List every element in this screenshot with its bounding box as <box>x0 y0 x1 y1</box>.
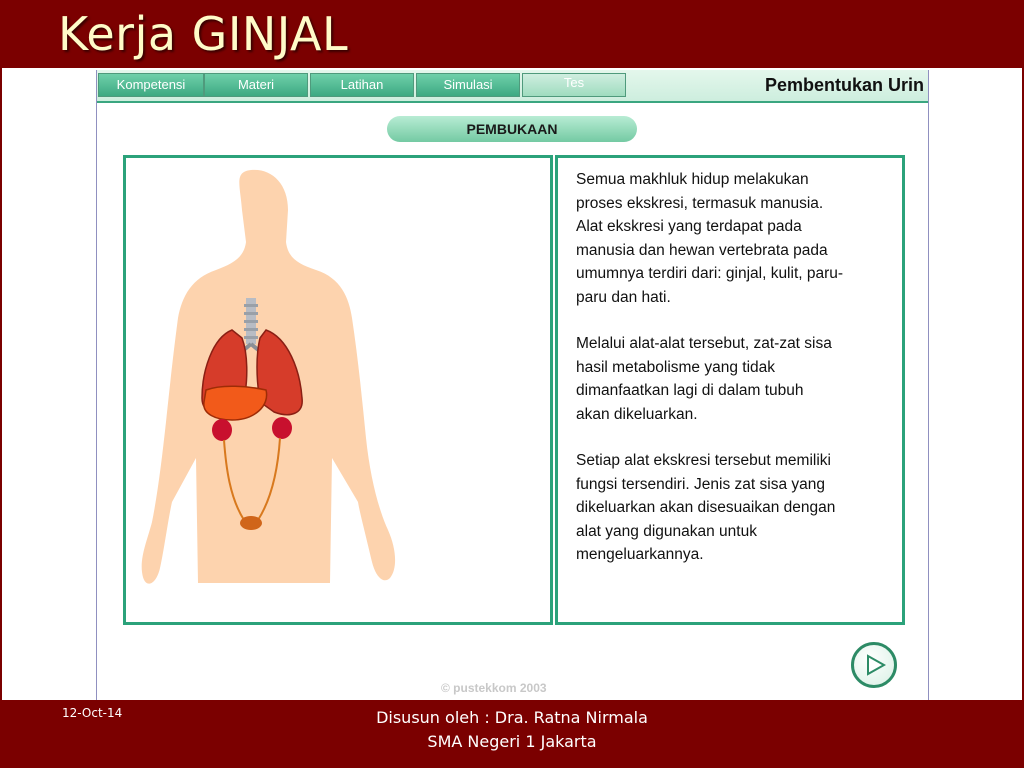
tab-simulasi[interactable]: Simulasi <box>416 73 520 97</box>
tab-tes[interactable]: Tes <box>522 73 626 97</box>
kidney-right <box>272 417 292 439</box>
play-next-icon <box>854 645 894 685</box>
nav-bar <box>97 70 928 103</box>
paragraph-3: Setiap alat ekskresi tersebut memiliki fungsi tersendiri. Jenis zat sisa yang dikeluarkan akan disesuaikan dengan alat yang digunakan untuk mengeluarkannya. <box>576 452 836 563</box>
title-band <box>0 0 1024 68</box>
slide-border-left <box>0 68 2 700</box>
bladder <box>240 516 262 530</box>
next-button[interactable] <box>851 642 897 688</box>
section-title: PEMBUKAAN <box>387 116 637 142</box>
kidney-left <box>212 419 232 441</box>
excretory-organs-illustration <box>126 158 550 622</box>
tab-kompetensi[interactable]: Kompetensi <box>98 73 204 97</box>
slide-title: Kerja GINJAL <box>58 7 349 61</box>
footer-band <box>0 700 1024 768</box>
footer-date: 12-Oct-14 <box>62 706 123 720</box>
tab-materi[interactable]: Materi <box>204 73 308 97</box>
footer-credit-school: SMA Negeri 1 Jakarta <box>427 732 597 751</box>
illustration-panel <box>123 155 553 625</box>
module-title: Pembentukan Urin <box>764 75 924 95</box>
copyright-notice: © pustekkom 2003 <box>441 681 547 695</box>
footer-credit-author: Disusun oleh : Dra. Ratna Nirmala <box>376 708 648 727</box>
tab-latihan[interactable]: Latihan <box>310 73 414 97</box>
description-panel <box>555 155 905 625</box>
paragraph-2: Melalui alat-alat tersebut, zat-zat sisa hasil metabolisme yang tidak dimanfaatkan lagi di dalam tubuh akan dikeluarkan. <box>576 335 832 423</box>
learning-app-window <box>96 70 929 700</box>
paragraph-1: Semua makhluk hidup melakukan proses ekskresi, termasuk manusia. Alat ekskresi yang terdapat pada manusia dan hewan vertebrata pada umumnya terdiri dari: ginjal, kulit, paru- paru dan hati. <box>576 171 844 306</box>
